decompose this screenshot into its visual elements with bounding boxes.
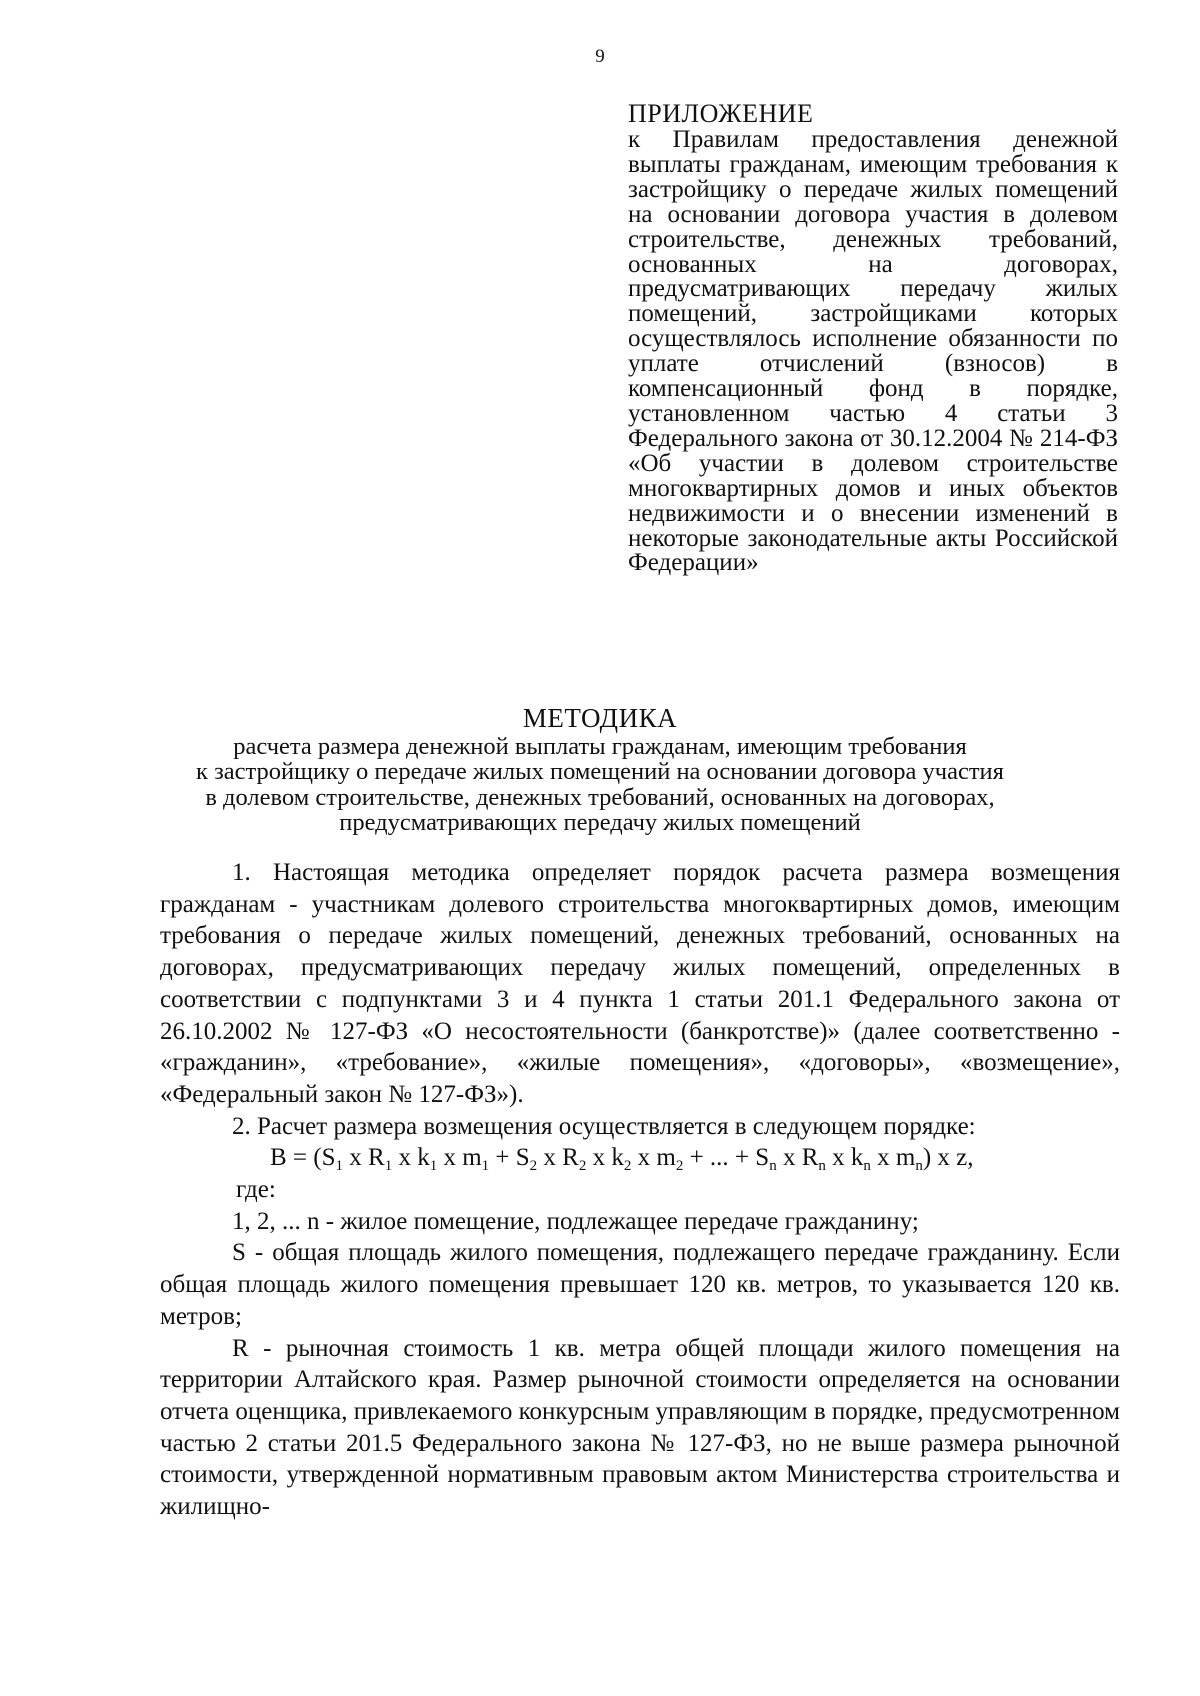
appendix-block [628,100,1118,576]
definition-index: 1, 2, ... n - жилое помещение, подлежащее передаче гражданину; [232,1207,919,1235]
appendix-title: ПРИЛОЖЕНИЕ [628,99,814,128]
subtitle-line: в долевом строительстве, денежных требований, основанных на договорах, [205,783,995,811]
formula-term-n: $S_n$ x $R_n$ x $k_n$ x $m_n$ [755,1144,923,1175]
paragraph-2: 2. Расчет размера возмещения осуществляется в следующем порядке: [232,1112,976,1140]
formula-tail: ) x z, [922,1144,974,1172]
formula-where: где: [236,1176,276,1204]
methodology-heading [0,702,1200,835]
formula-lhs: В = ( [270,1144,322,1172]
subtitle-line: предусматривающих передачу жилых помещений [339,808,861,836]
formula: $В = (S_1$ x $R_1$ x $k_1$ x $m_1 + S_2$ x $R_2$ x $k_2$ x $m_2$ + ... + $S_n$ x $R_n$ x $k_n$ x $m_n$) x z, [270,1144,974,1175]
appendix-text: к Правилам предоставления денежной выплаты гражданам, имеющим требования к застройщику о передаче жилых помещений на основании договора участия в долевом строительстве, денежных требований, основанных на договорах, предусматривающих передачу жилых помещений, застройщиками которых осуществлялось исполнение обязанности по уплате отчислений (взносов) в компенсационный фонд в порядке, установленном частью 4 статьи 3 Федерального закона от 30.12.2004 № 214-ФЗ «Об участии в долевом строительстве многоквартирных домов и иных объектов недвижимости и о внесении изменений в некоторые законодательные акты Российской Федерации» [628,126,1118,577]
definition-s: S - общая площадь жилого помещения, подлежащего передаче гражданину. Если общая площадь жилого помещения превышает 120 кв. метров, то указывается 120 кв. метров; [160,1239,1120,1330]
methodology-title: МЕТОДИКА [522,703,678,733]
paragraph-1: 1. Настоящая методика определяет порядок расчета размера возмещения гражданам - участникам долевого строительства многоквартирных домов, имеющим требования о передаче жилых помещений, денежных требований, основанных на договорах, предусматривающих передачу жилых помещений, определенных в соответствии с подпунктами 3 и 4 пункта 1 статьи 201.1 Федерального закона от 26.10.2002 № 127-ФЗ «О несостоятельности (банкротстве)» (далее соответственно - «гражданин», «требование», «жилые помещения», «договоры», «возмещение», «Федеральный закон № 127-ФЗ»). [160,859,1120,1108]
definition-r: R - рыночная стоимость 1 кв. метра общей площади жилого помещения на территории Алтайского края. Размер рыночной стоимости определяется на основании отчета оценщика, привлекаемого конкурсным управляющим в порядке, предусмотренном частью 2 статьи 201.5 Федерального закона № 127-ФЗ, но не выше размера рыночной стоимости, утвержденной нормативным правовым актом Министерства строительства и жилищно- [160,1334,1120,1521]
subtitle-line: к застройщику о передаче жилых помещений на основании договора участия [196,758,1004,786]
methodology-subtitle [100,734,1100,835]
body-text [160,857,1120,1523]
subtitle-line: расчета размера денежной выплаты гражданам, имеющим требования [233,733,967,760]
formula-term-1: $S_1$ x $R_1$ x $k_1$ x $m_1$ [321,1144,490,1175]
page-number: 9 [595,46,605,67]
formula-term-2: $S_2$ x $R_2$ x $k_2$ x $m_2$ [515,1144,684,1175]
